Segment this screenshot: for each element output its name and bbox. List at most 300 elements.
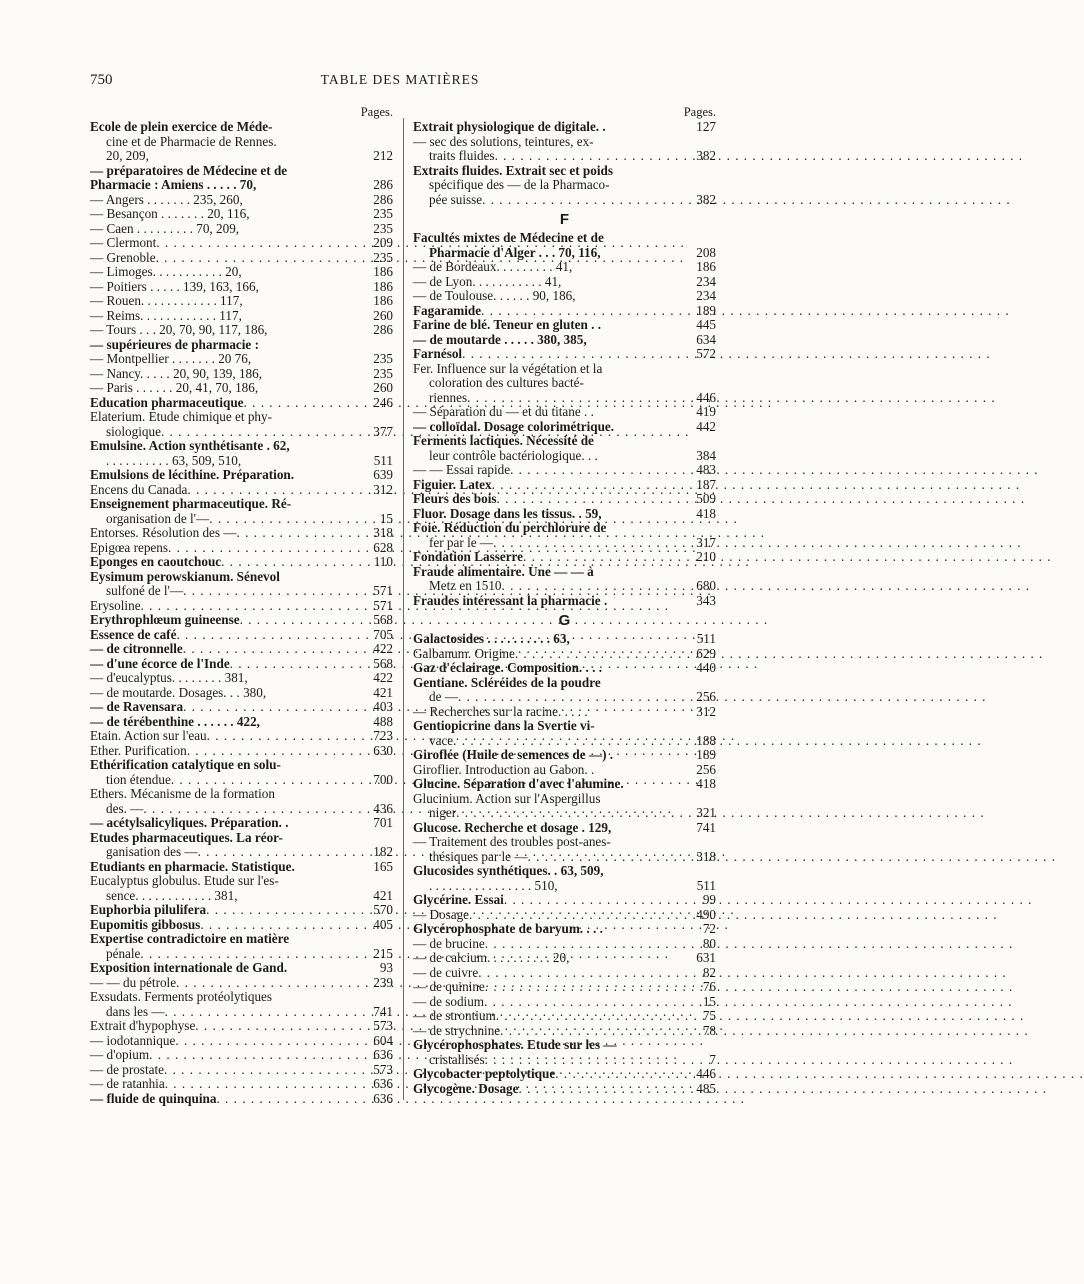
entry-text: Ecole de plein exercice de Méde- <box>90 119 273 134</box>
entry-text: Glycérine. Essai <box>413 892 504 907</box>
entry-text: — d'opium <box>90 1047 150 1062</box>
entry-text: Extrait physiologique de digitale. . <box>413 119 606 134</box>
entry-page: 186 <box>373 293 393 308</box>
index-entry <box>413 676 716 691</box>
leader-dots <box>523 550 693 565</box>
leader-dots <box>485 937 700 952</box>
entry-text: Glycérophosphates. Etude sur les — <box>413 1037 617 1052</box>
entry-text: — — Essai rapide <box>413 462 511 477</box>
index-entry <box>413 420 716 435</box>
leader-dots <box>187 483 370 498</box>
entry-text: Giroflier. Introduction au Gabon. . <box>413 761 595 777</box>
pages-label: Pages. <box>360 105 393 119</box>
entry-page: 705 <box>373 626 393 642</box>
entry-page: 445 <box>696 317 716 332</box>
entry-page: 511 <box>373 452 393 468</box>
index-entry <box>413 937 716 952</box>
leader-dots <box>469 908 693 923</box>
index-entry <box>90 787 393 802</box>
entry-page: 741 <box>696 819 716 835</box>
entry-page: 483 <box>696 462 716 477</box>
entry-page: 634 <box>696 331 716 347</box>
index-entry <box>413 632 716 647</box>
entry-text: Ethers. Mécanisme de la formation <box>90 786 275 801</box>
entry-page: 189 <box>696 302 716 318</box>
entry-page: 446 <box>696 1066 716 1081</box>
index-entry <box>413 304 716 319</box>
index-entry <box>90 309 393 324</box>
entry-text: Expertise contradictoire en matière <box>90 931 290 946</box>
entry-text: Gentiane. Scléréides de la poudre <box>413 674 601 690</box>
entry-text: Pharmacie : Amiens . . . . . 70, <box>90 177 257 192</box>
entry-page: 741 <box>373 1003 393 1019</box>
index-entry <box>413 318 716 333</box>
leader-dots <box>497 492 694 507</box>
entry-page: 723 <box>373 728 393 743</box>
entry-text: spécifique des — de la Pharmaco- <box>429 177 610 192</box>
index-entry <box>413 879 716 894</box>
entry-text: — d'une écorce de l'Inde <box>90 655 230 671</box>
entry-page: 570 <box>373 902 393 917</box>
entry-text: — Caen . . . . . . . . . 70, 209, <box>90 220 240 236</box>
entry-page: 418 <box>696 505 716 521</box>
entry-text: — de moutarde . . . . . 380, 385, <box>413 331 587 347</box>
entry-text: Eupomitis gibbosus <box>90 916 201 932</box>
entry-text: — colloïdal. Dosage colorimétrique. <box>413 418 615 434</box>
index-entry <box>90 773 393 788</box>
entry-text: — Rouen. . . . . . . . . . . . 117, <box>90 293 243 308</box>
entry-text: Metz en 1510 <box>429 578 502 593</box>
entry-text: ganisation des — <box>106 844 198 859</box>
entry-text: de — <box>429 689 458 704</box>
index-entry <box>90 280 393 295</box>
index-entry <box>413 705 716 720</box>
entry-text: Ether. Purification <box>90 742 187 758</box>
entry-page: 636 <box>373 1076 393 1091</box>
entry-page: 286 <box>373 322 393 337</box>
entry-page: 573 <box>373 1061 393 1077</box>
entry-text: — préparatoires de Médecine et de <box>90 162 288 178</box>
index-entry <box>90 642 393 657</box>
entry-page: 312 <box>373 481 393 497</box>
entry-page: 568 <box>373 655 393 671</box>
entry-page: 78 <box>702 1022 716 1038</box>
index-entry <box>413 734 716 749</box>
entry-page: 421 <box>373 887 393 903</box>
entry-text: Etain. Action sur l'eau <box>90 728 207 743</box>
entry-text: — de Lyon. . . . . . . . . . . 41, <box>413 273 562 289</box>
entry-text: Encens du Canada <box>90 481 188 497</box>
index-entry <box>413 690 716 705</box>
index-entry <box>90 628 393 643</box>
index-entry <box>413 763 716 778</box>
leader-dots <box>195 1019 370 1034</box>
index-entry <box>413 536 716 551</box>
entry-text: Euphorbia pilulifera <box>90 902 207 917</box>
entry-text: sence. . . . . . . . . . . . 381, <box>106 887 238 903</box>
entry-text: Entorses. Résolution des — <box>90 525 237 540</box>
entry-page: 639 <box>373 467 393 482</box>
index-entry <box>90 613 393 628</box>
entry-text: riennes <box>429 389 468 405</box>
index-entry <box>90 889 393 904</box>
leader-dots <box>175 1034 370 1049</box>
leader-dots <box>453 734 693 749</box>
entry-page: 210 <box>696 549 716 564</box>
entry-page: 509 <box>696 491 716 506</box>
entry-text: — Reims. . . . . . . . . . . . 117, <box>90 307 242 323</box>
entry-text: — de citronnelle <box>90 641 183 656</box>
page-title: TABLE DES MATIÈRES <box>320 72 480 87</box>
index-entry <box>90 294 393 309</box>
index-entry <box>90 323 393 338</box>
leader-dots <box>221 555 371 570</box>
entry-text: Glycogène. Dosage <box>413 1080 519 1096</box>
index-entry <box>90 367 393 382</box>
leader-dots <box>482 193 693 208</box>
page-number: 750 <box>90 72 113 88</box>
entry-text: Glucine. Séparation d'avec l'alumine. <box>413 776 624 791</box>
index-entry <box>413 966 716 981</box>
leader-dots <box>485 980 700 995</box>
leader-dots <box>510 463 693 478</box>
entry-text: Eysimum perowskianum. Sénevol <box>90 568 280 584</box>
index-entry <box>413 835 716 850</box>
entry-page: 317 <box>696 534 716 550</box>
entry-text: Fraude alimentaire. Une — — à <box>413 563 594 579</box>
entry-page: 187 <box>696 476 716 492</box>
entry-text: . . . . . . . . . . 63, 509, 510, <box>106 452 242 468</box>
index-entry <box>90 831 393 846</box>
index-entry <box>90 1092 393 1107</box>
entry-page: 234 <box>696 273 716 289</box>
entry-page: 405 <box>373 916 393 932</box>
entry-page: 15 <box>379 510 393 526</box>
index-entry <box>90 251 393 266</box>
entry-page: 234 <box>696 288 716 303</box>
leader-dots <box>161 425 370 440</box>
entry-page: 422 <box>373 670 393 685</box>
entry-text: — de Toulouse. . . . . . 90, 186, <box>413 288 576 303</box>
index-entry <box>90 439 393 454</box>
index-entry <box>413 1067 716 1082</box>
index-entry <box>413 951 716 966</box>
section-letter: G <box>558 612 571 629</box>
index-entry <box>90 512 393 527</box>
index-entry <box>90 1077 393 1092</box>
index-entry <box>413 463 716 478</box>
index-entry <box>90 1034 393 1049</box>
entry-text: — de Ravensara <box>90 699 184 714</box>
index-entry <box>413 275 716 290</box>
index-entry <box>413 1009 716 1024</box>
index-entry <box>413 135 716 150</box>
entry-text: Erysoline <box>90 597 141 613</box>
leader-dots <box>183 642 370 657</box>
entry-page: 700 <box>373 771 393 787</box>
index-entry <box>90 193 393 208</box>
leader-dots <box>502 579 694 594</box>
leader-dots <box>485 1053 707 1068</box>
leader-dots <box>156 251 371 266</box>
index-entry <box>413 565 716 580</box>
entry-text: — supérieures de pharmacie : <box>90 336 259 352</box>
entry-text: sulfoné de l'— <box>106 583 184 598</box>
index-entry <box>413 260 716 275</box>
entry-page: 377 <box>373 423 393 439</box>
entry-text: Emulsine. Action synthétisante . 62, <box>90 438 290 453</box>
entry-text: pée suisse <box>429 191 483 207</box>
index-entry <box>413 792 716 807</box>
leader-dots <box>209 512 377 527</box>
index-entry <box>413 521 716 536</box>
leader-dots <box>240 613 371 628</box>
entry-text: Erythrophlœum guineense <box>90 612 240 627</box>
column-divider <box>403 118 404 1100</box>
index-entry <box>90 990 393 1005</box>
index-entry <box>90 657 393 672</box>
index-entry <box>90 700 393 715</box>
entry-page: 382 <box>696 148 716 163</box>
entry-page: 182 <box>373 844 393 859</box>
entry-text: Giroflée (Huile de semences de —) . <box>413 747 614 762</box>
index-entry <box>90 729 393 744</box>
leader-dots <box>462 347 693 362</box>
leader-dots <box>492 478 694 493</box>
index-entry <box>413 821 716 836</box>
leader-dots <box>555 1067 693 1082</box>
index-entry <box>413 507 716 522</box>
entry-page: 215 <box>373 945 393 961</box>
entry-text: Ferments lactiques. Nécessité de <box>413 433 594 448</box>
entry-page: 490 <box>696 906 716 922</box>
entry-text: Farnésol <box>413 346 463 361</box>
entry-text: — Clermont <box>90 235 157 250</box>
leader-dots <box>207 729 371 744</box>
entry-text: Facultés mixtes de Médecine et de <box>413 230 604 245</box>
leader-dots <box>493 536 693 551</box>
index-entry <box>90 483 393 498</box>
leader-dots <box>149 1048 370 1063</box>
entry-page: 571 <box>373 597 393 613</box>
leader-dots <box>500 1024 700 1039</box>
entry-page: 80 <box>702 935 716 951</box>
index-entry <box>90 903 393 918</box>
entry-text: Education pharmaceutique <box>90 394 244 410</box>
entry-text: Fer. Influence sur la végétation et la <box>413 360 603 376</box>
index-entry <box>90 338 393 353</box>
index-entry <box>413 980 716 995</box>
entry-text: Extrait d'hypophyse <box>90 1018 196 1033</box>
index-entry <box>413 1053 716 1068</box>
index-entry <box>90 164 393 179</box>
entry-page: 384 <box>696 447 716 463</box>
index-entry <box>90 135 393 150</box>
index-entry <box>90 120 393 135</box>
entry-text: — de prostate <box>90 1061 164 1077</box>
entry-text: Etudiants en pharmacie. Statistique. <box>90 858 295 874</box>
index-entry <box>413 164 716 179</box>
entry-text: pénale <box>106 945 141 961</box>
entry-text: — — du pétrole <box>90 974 177 990</box>
entry-text: — sec des solutions, teintures, ex- <box>413 133 594 149</box>
leader-dots <box>230 657 371 672</box>
entry-text: Fleurs des bois <box>413 491 497 506</box>
entry-page: 256 <box>696 761 716 777</box>
index-entry <box>413 347 716 362</box>
index-entry <box>90 874 393 889</box>
entry-text: Gentiopicrine dans la Svertie vi- <box>413 718 595 733</box>
entry-page: 127 <box>696 119 716 134</box>
index-entry <box>90 845 393 860</box>
index-entry <box>90 425 393 440</box>
leader-dots <box>164 1063 370 1078</box>
entry-text: Glucinium. Action sur l'Aspergillus <box>413 790 601 806</box>
entry-page: 571 <box>373 583 393 598</box>
entry-page: 235 <box>373 351 393 366</box>
entry-page: 629 <box>696 645 716 661</box>
entry-page: 188 <box>696 732 716 748</box>
entry-text: — Recherches sur la racine. . . . . <box>413 703 588 719</box>
entry-text: Glycobacter peptolytique <box>413 1066 556 1081</box>
index-entry <box>90 715 393 730</box>
entry-text: Essence de café <box>90 626 177 642</box>
index-entry <box>413 492 716 507</box>
entry-page: 436 <box>373 800 393 816</box>
entry-text: — Nancy. . . . . 20, 90, 139, 186, <box>90 365 263 381</box>
page-header <box>0 72 800 92</box>
entry-text: — Poitiers . . . . . 139, 163, 166, <box>90 278 259 294</box>
entry-page: 631 <box>696 950 716 965</box>
entry-page: 680 <box>696 578 716 593</box>
entry-page: 286 <box>373 177 393 192</box>
entry-page: 440 <box>696 660 716 675</box>
entry-text: dans les — <box>106 1003 165 1019</box>
entry-text: — de sodium <box>413 993 485 1009</box>
entry-text: — de strontium <box>413 1008 496 1023</box>
entry-text: fer par le — <box>429 534 494 550</box>
entry-text: Eucalyptus globulus. Etude sur l'es- <box>90 873 279 888</box>
index-entry <box>413 719 716 734</box>
entry-text: Ethérification catalytique en solu- <box>90 757 281 772</box>
entry-page: 76 <box>702 979 716 994</box>
entry-text: Exposition internationale de Gand. <box>90 960 288 975</box>
entry-page: 235 <box>373 249 393 265</box>
index-entry <box>90 1005 393 1020</box>
entry-page: 419 <box>696 404 716 419</box>
entry-page: 286 <box>373 191 393 207</box>
entry-text: — de calcium. . . . . . . . . . 20, <box>413 950 570 965</box>
index-entry <box>90 468 393 483</box>
entry-page: 212 <box>373 148 393 163</box>
index-entry <box>413 333 716 348</box>
index-entry <box>90 976 393 991</box>
index-entry <box>90 178 393 193</box>
entry-text: Glycérophosphate de baryum. . . . <box>413 921 603 936</box>
entry-page: 422 <box>373 641 393 656</box>
entry-text: thésiques par le — <box>429 848 528 864</box>
entry-text: Extraits fluides. Extrait sec et poids <box>413 162 613 178</box>
entry-page: 235 <box>373 365 393 381</box>
entry-page: 75 <box>702 1008 716 1023</box>
index-entry <box>90 1048 393 1063</box>
entry-page: 260 <box>373 380 393 395</box>
entry-text: niger <box>429 805 457 820</box>
entry-page: 488 <box>373 713 393 729</box>
entry-text: . . . . . . . . . . . . . . . . 510, <box>429 877 558 893</box>
leader-dots <box>504 893 700 908</box>
leader-dots <box>198 845 371 860</box>
entry-text: — de moutarde. Dosages. . . 380, <box>90 684 267 700</box>
leader-dots <box>216 1092 370 1107</box>
index-entry <box>90 961 393 976</box>
entry-text: coloration des cultures bacté- <box>429 375 584 390</box>
entry-text: Pharmacie d'Alger . . . 70, 116, <box>429 244 601 260</box>
index-entry <box>413 434 716 449</box>
entry-page: 604 <box>373 1032 393 1048</box>
entry-page: 312 <box>696 703 716 719</box>
entry-text: Gaz d'éclairage. Composition. . . . <box>413 660 603 675</box>
entry-text: Exsudats. Ferments protéolytiques <box>90 989 273 1004</box>
leader-dots <box>200 918 370 933</box>
index-entry <box>413 1024 716 1039</box>
entry-text: organisation de l'— <box>106 510 210 526</box>
index-entry <box>413 449 716 464</box>
index-entry <box>90 686 393 701</box>
index-entry <box>90 744 393 759</box>
leader-dots <box>183 584 370 599</box>
entry-text: Fraudes intéressant la pharmacie . <box>413 592 608 608</box>
entry-page: 7 <box>709 1051 716 1067</box>
entry-text: — Dosage <box>413 906 470 922</box>
entry-page: 235 <box>373 206 393 221</box>
entry-page: 260 <box>373 307 393 323</box>
entry-page: 636 <box>373 1047 393 1062</box>
leader-dots <box>141 599 371 614</box>
index-entry <box>413 550 716 565</box>
index-entry <box>413 850 716 865</box>
entry-text: — de Bordeaux. . . . . . . . . 41, <box>413 259 573 274</box>
entry-text: Glucosides synthétiques. . 63, 509, <box>413 863 604 878</box>
entry-text: siologique <box>106 423 161 439</box>
entry-text: Emulsions de lécithine. Préparation. <box>90 467 295 482</box>
leader-dots <box>495 149 694 164</box>
index-entry <box>90 1063 393 1078</box>
index-entry <box>90 454 393 469</box>
leader-dots <box>168 541 370 556</box>
index-entry <box>413 908 716 923</box>
entry-text: — Séparation du — et du titane . . <box>413 404 594 419</box>
leader-dots <box>244 396 371 411</box>
index-entry <box>90 932 393 947</box>
index-entry <box>413 178 716 193</box>
index-entry <box>413 777 716 792</box>
index-entry <box>90 570 393 585</box>
entry-page: 573 <box>373 1018 393 1033</box>
entry-text: Figuier. Latex <box>413 476 492 492</box>
entry-text: — Limoges. . . . . . . . . . . 20, <box>90 264 242 279</box>
index-entry <box>413 149 716 164</box>
entry-text: des. — <box>106 800 144 816</box>
index-entry <box>90 207 393 222</box>
index-entry <box>90 1019 393 1034</box>
entry-text: Fluor. Dosage dans les tissus. . 59, <box>413 505 602 521</box>
entry-text: Epigœa repens <box>90 539 168 555</box>
leader-dots <box>496 1009 700 1024</box>
index-entry <box>413 193 716 208</box>
index-entry <box>413 1082 716 1097</box>
leader-dots <box>478 966 700 981</box>
